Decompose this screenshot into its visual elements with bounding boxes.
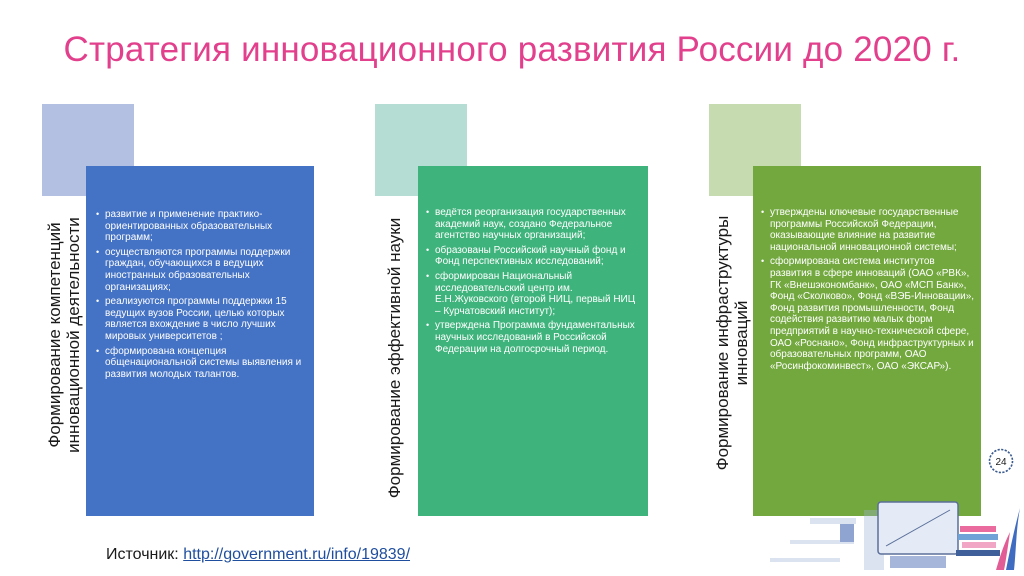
list-item: • сформирована концепция общенациональной системы выявления и развития молодых талантов. <box>96 345 302 380</box>
deco-shelf <box>810 518 856 524</box>
column-label-line2: инновационной деятельности <box>64 217 83 453</box>
page-number-badge <box>988 448 1014 474</box>
deco-book <box>958 534 998 540</box>
deco-book <box>956 550 1000 556</box>
list-item: • утверждены ключевые государственные программы Российской Федерации, оказывающие влияние на развитие национальной инновационной системы; <box>761 207 959 253</box>
source-label: Источник: <box>106 546 179 563</box>
infrastructure-list <box>761 207 975 375</box>
science-list <box>426 207 640 358</box>
list-item: • реализуются программы поддержки 15 ведущих вузов России, целью которых является вхождение в число лучших мировых университетов ; <box>96 296 287 342</box>
list-item: • ведётся реорганизация государственных академий наук, создано Федеральное агентство научных организаций; <box>426 207 626 242</box>
deco-book <box>960 526 996 532</box>
column-label-infrastructure <box>712 198 752 488</box>
decorative-illustration <box>770 500 1024 576</box>
page-number: 24 <box>995 457 1007 468</box>
list-item: • утверждена Программа фундаментальных научных исследований в Российской Федерации на долгосрочный период. <box>426 320 635 355</box>
source-line <box>106 546 410 564</box>
column-label-competencies <box>44 200 84 470</box>
source-link[interactable]: http://government.ru/info/19839/ <box>183 546 411 563</box>
list-item: • осуществляются программы поддержки граждан, обучающихся в ведущих иностранных образовательных организациях; <box>96 246 291 293</box>
list-item: • сформирован Национальный исследовательский центр им. Е.Н.Жуковского (второй НИЦ, первый НИЦ – Курчатовский институт); <box>426 270 636 317</box>
deco-block <box>840 524 854 542</box>
column-label-line1: Формирование инфраструктуры <box>713 215 732 471</box>
column-label-line1: Формирование эффективной науки <box>384 217 404 499</box>
column-label-line1: Формирование компетенций <box>45 222 64 448</box>
page-title: Стратегия инновационного развития России до 2020 г. <box>63 30 961 69</box>
column-label-line2: инноваций <box>732 300 751 386</box>
list-item: • сформирована система институтов развития в сфере инноваций (ОАО «РВК», ГК «Внешэкономбанк», ОАО «МСП Банк», Фонд «Сколково», Фонд «ВЭБ-Инновации», Фонд развития промышленности, Фонд содействия развитию малых форм предприятий в научно-технической сфере, ОАО «Роснано», Фонд инфраструктурных и образовательных программ, ОАО «Росинфокоминвест», ОАО «ЭКСАР»). <box>761 256 975 372</box>
deco-book <box>962 542 996 548</box>
deco-shelf <box>770 558 840 562</box>
column-label-science <box>377 198 411 518</box>
list-item: • развитие и применение практико-ориентированных образовательных программ; <box>96 209 273 244</box>
list-item: • образованы Российский научный фонд и Фонд перспективных исследований; <box>426 244 626 268</box>
deco-monitor-stand <box>890 556 946 568</box>
competencies-list <box>96 209 308 383</box>
